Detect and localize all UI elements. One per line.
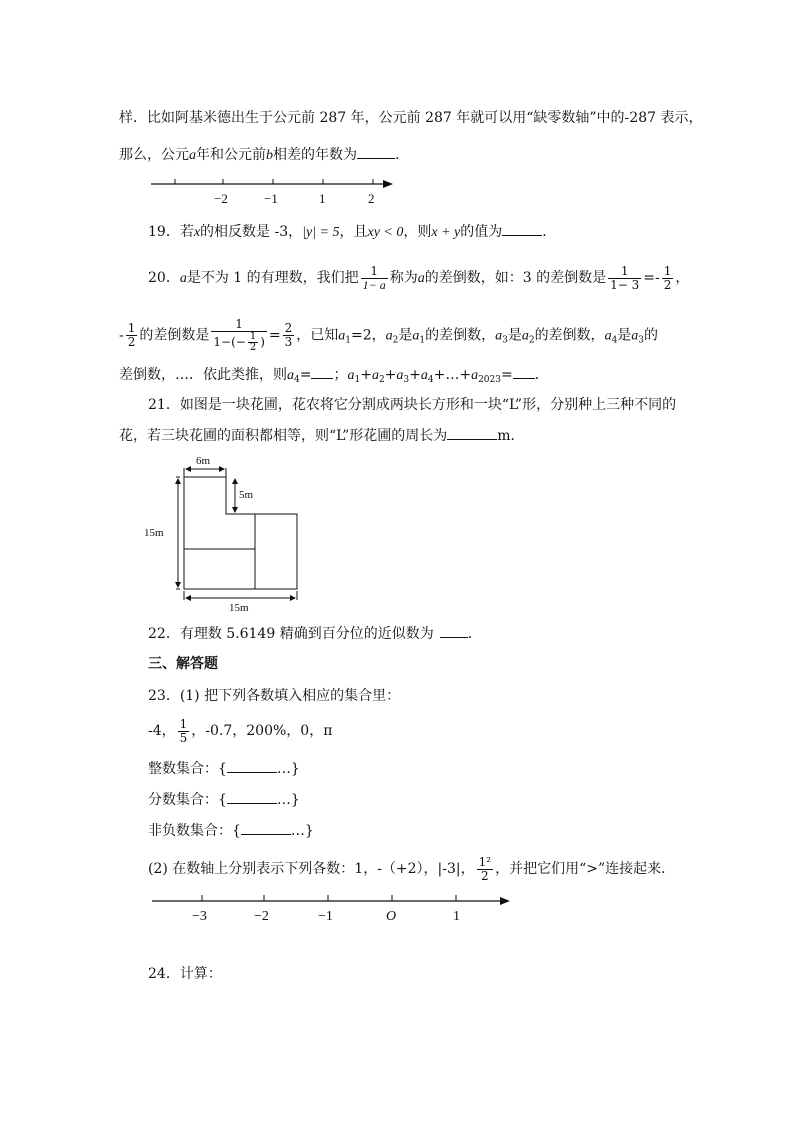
garden-diagram	[140, 450, 310, 620]
q21-line1: 21．如图是一块花圃，花农将它分割成两块长方形和一块“L”形，分别种上三种不同的	[148, 397, 677, 413]
answer-blank[interactable]	[440, 623, 468, 638]
q24: 24．计算：	[148, 966, 222, 982]
q18-line1: 样．比如阿基米德出生于公元前 287 年，公元前 287 年就可以用“缺零数轴”中的-287 表示，	[119, 110, 703, 126]
answer-blank[interactable]	[227, 758, 277, 773]
fraction-complex: 1 1−(− $\frac{1}{2}$ )	[213, 317, 265, 353]
q20-line3: 差倒数，…．依此类推，则$a_4=$ ；$a_1+a_2+a_3+a_4+\dots+a_{2023}=$ ．	[119, 364, 549, 390]
fraction: $\frac{1}{5}$	[179, 716, 188, 745]
tick-label: 2	[368, 191, 375, 206]
label-5m: 5m	[239, 489, 254, 501]
section-heading: 三、解答题	[148, 656, 218, 672]
q20-line2: - $\frac{1}{2}$ 的差倒数是 1 1−(− $\frac{1}{2}$ ) = $\frac{2}{3}$ ，已知$a_1=2$，$a_2$是$a_1$的差倒数，$a_3$是$a_2$的差倒数，$a_4$是$a_3$的	[119, 317, 659, 353]
tick-label: −3	[192, 909, 207, 924]
fraction: $\frac{1}{1- a}$	[362, 263, 386, 292]
set-integers: 整数集合：{ …}	[148, 758, 300, 779]
number-line-q23	[148, 888, 518, 928]
answer-blank[interactable]	[502, 221, 542, 236]
fraction: $\frac{2}{3}$	[284, 321, 293, 349]
answer-blank[interactable]	[357, 144, 395, 159]
q19: 19．若x的相反数是 -3，|y| = 5，且xy < 0，则x + y的值为 ．	[148, 221, 556, 243]
tick-label: 1	[453, 909, 460, 924]
tick-label: O	[386, 909, 397, 924]
answer-blank[interactable]	[241, 820, 291, 835]
label-15m-bottom: 15m	[229, 602, 249, 614]
q23-line1: 23．(1) 把下列各数填入相应的集合里：	[148, 688, 401, 704]
q23-numbers: -4， $\frac{1}{5}$ ，-0.7，200%，0，π	[148, 716, 333, 745]
q18-line2: 那么，公元a年和公元前b相差的年数为 ．	[119, 144, 409, 166]
answer-blank[interactable]	[311, 364, 333, 379]
fraction: $\frac{1}{2}$	[663, 263, 672, 292]
q23-part2: (2) 在数轴上分别表示下列各数：1，-（+2），|-3|， $\frac{\text{1²}}{2}$ ，并把它们用“>”连接起来．	[148, 854, 676, 883]
tick-label: −2	[214, 191, 228, 206]
answer-blank[interactable]	[513, 364, 535, 379]
tick-label: −1	[264, 191, 278, 206]
tick-label: −1	[318, 909, 333, 924]
fraction: $\frac{\text{1²}}{2}$	[478, 854, 492, 883]
answer-blank[interactable]	[227, 789, 277, 804]
fraction: $\frac{1}{1- 3}$	[610, 263, 640, 292]
q20-line1: 20．a是不为 1 的有理数，我们把 $\frac{1}{1- a}$ 称为a的差倒数，如：3 的差倒数是 $\frac{1}{1- 3}$ =- $\frac{1}{2}$ ，	[148, 263, 690, 292]
tick-label: 1	[319, 191, 326, 206]
number-line-q18	[145, 172, 405, 208]
fraction: $\frac{1}{2}$	[127, 321, 136, 349]
label-6m: 6m	[196, 455, 211, 467]
q21-line2: 花，若三块花圃的面积都相等，则“L”形花圃的周长为 m．	[119, 425, 525, 446]
label-15m-left: 15m	[144, 527, 164, 539]
q22: 22．有理数 5.6149 精确到百分位的近似数为 ．	[148, 623, 482, 644]
answer-blank[interactable]	[447, 425, 497, 440]
tick-label: −2	[254, 909, 269, 924]
set-nonnegative: 非负数集合：{ …}	[148, 820, 314, 841]
set-fractions: 分数集合：{ …}	[148, 789, 300, 810]
